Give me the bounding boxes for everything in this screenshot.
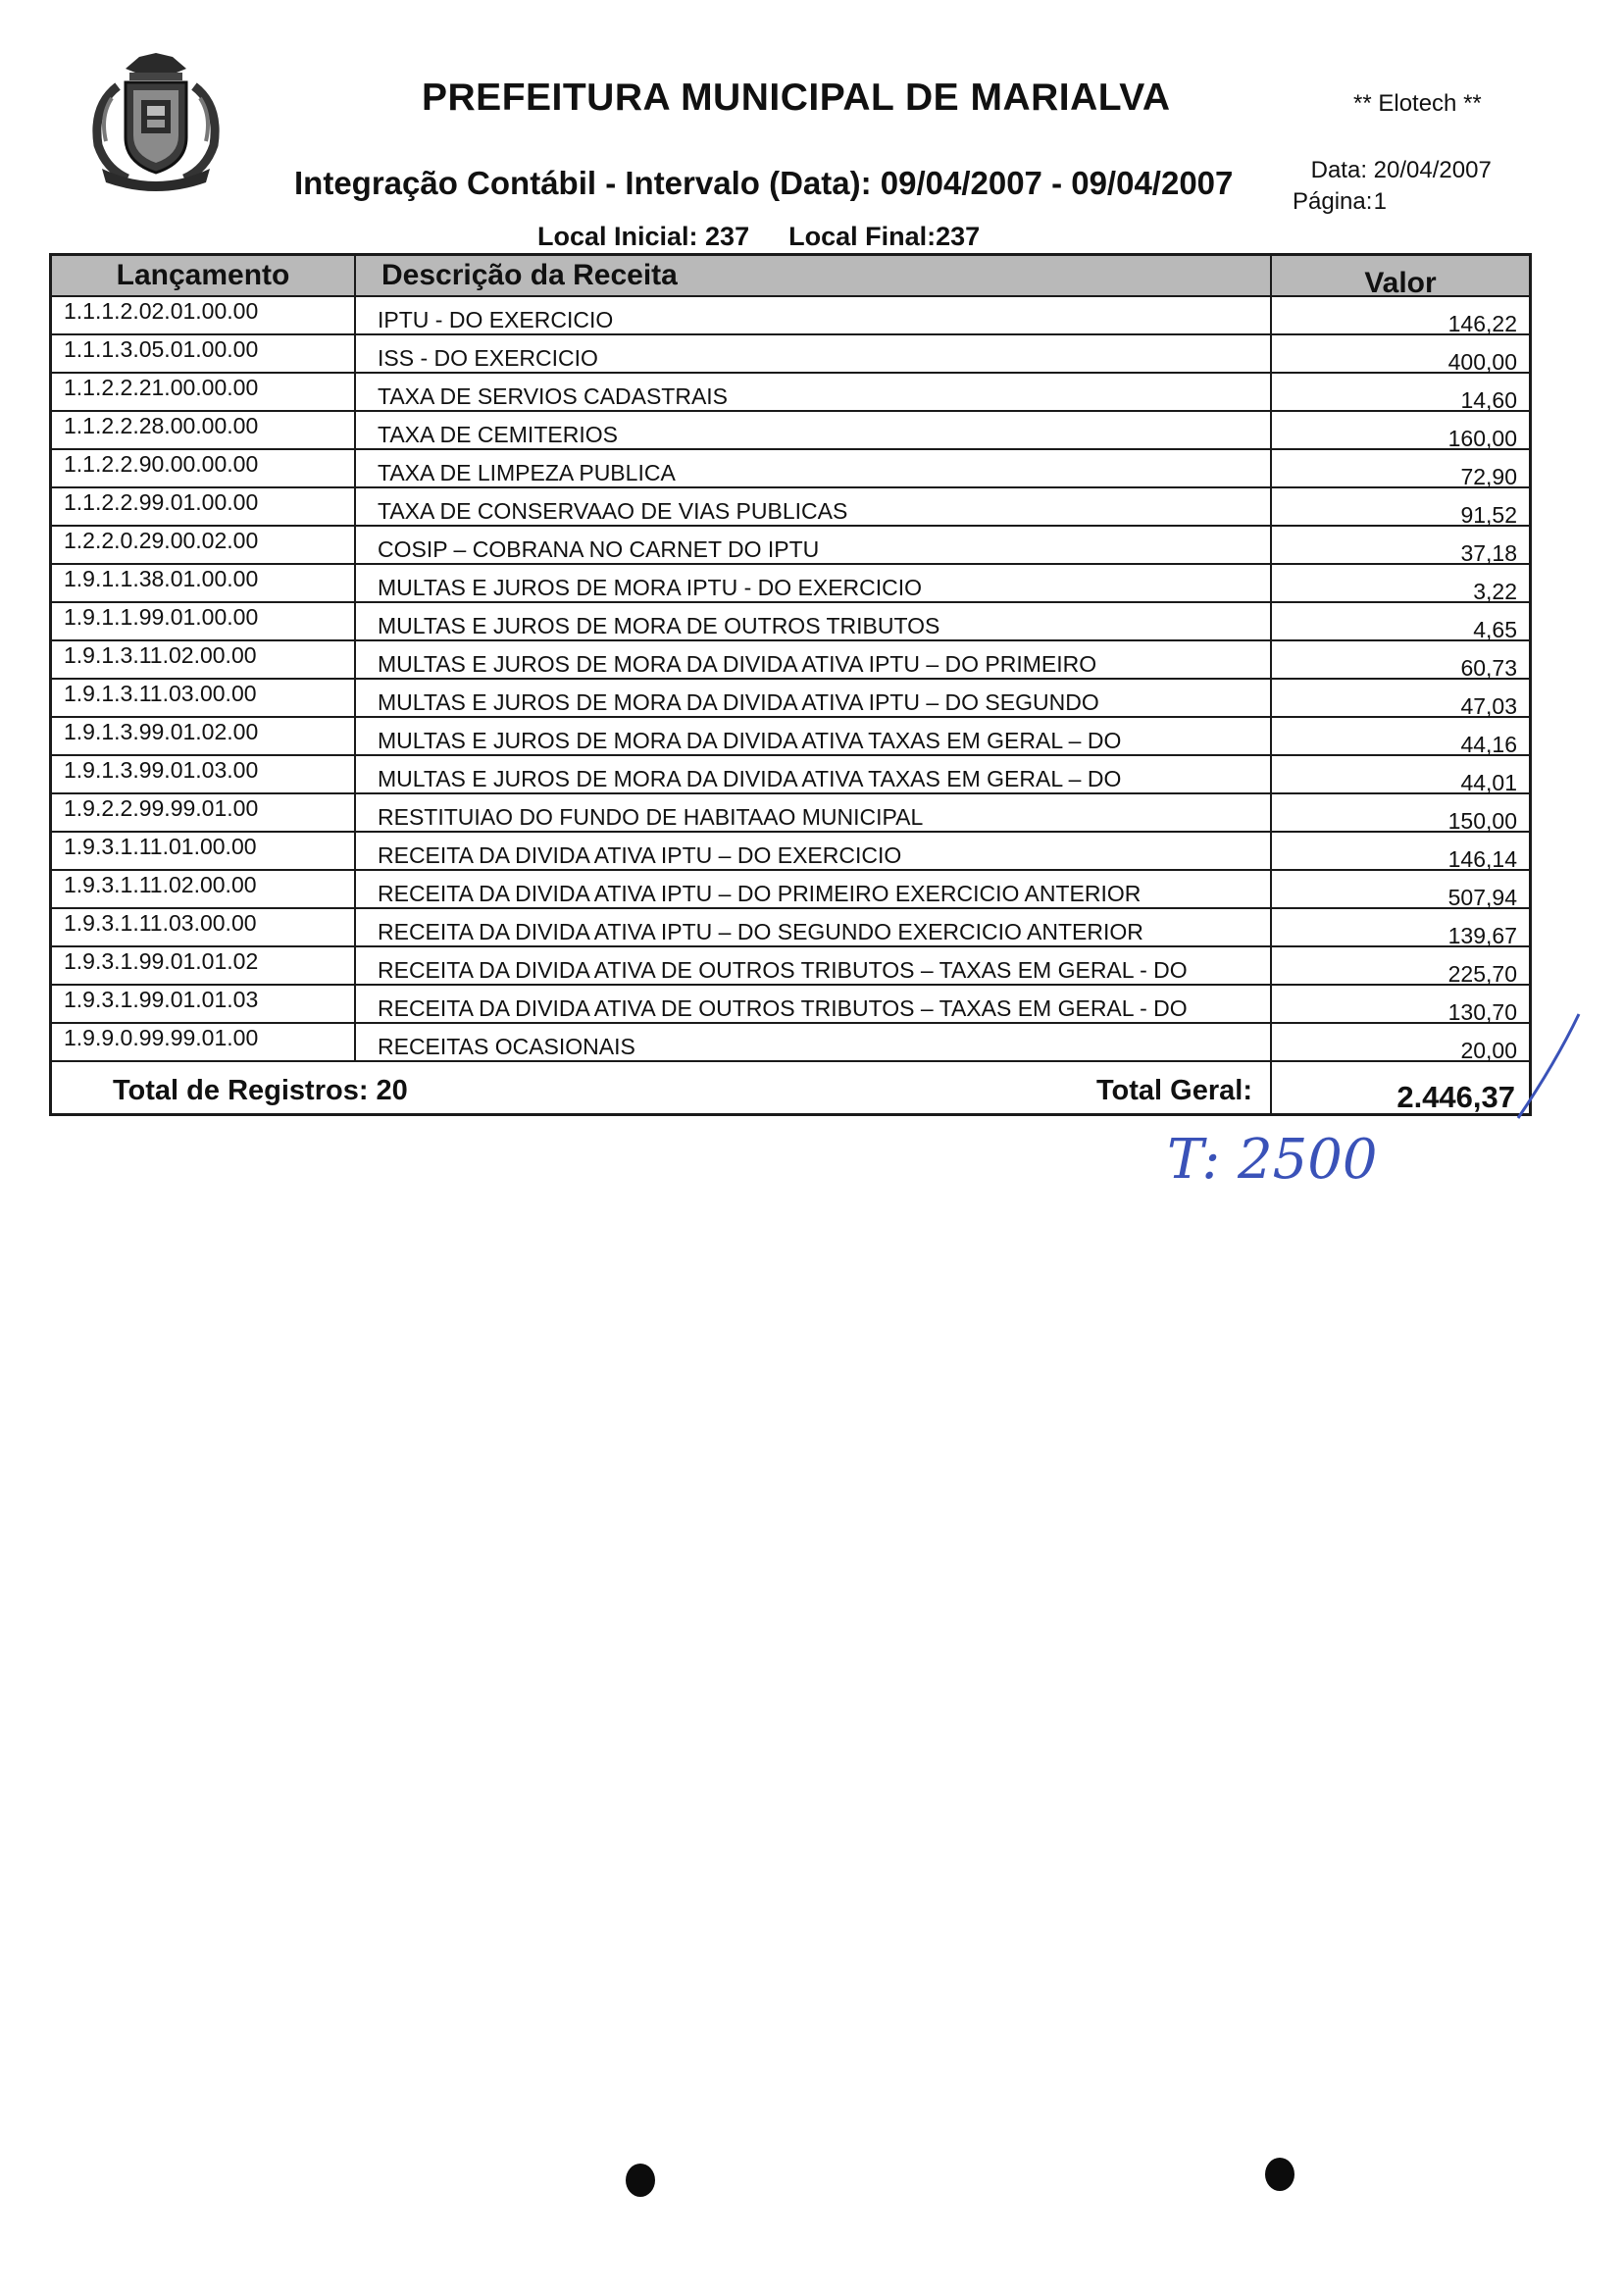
cell-valor: 225,70 — [1447, 961, 1517, 987]
table-row — [52, 488, 1529, 527]
table-row — [52, 603, 1529, 641]
cell-lancamento: 1.9.3.1.99.01.01.02 — [52, 947, 356, 984]
table-row — [52, 527, 1529, 565]
table-header — [52, 256, 1529, 297]
cell-valor: 3,22 — [1473, 579, 1517, 604]
cell-descricao: RECEITAS OCASIONAIS — [356, 1024, 1272, 1060]
table-row — [52, 412, 1529, 450]
cell-descricao: IPTU - DO EXERCICIO — [356, 297, 1272, 333]
cell-lancamento: 1.1.1.2.02.01.00.00 — [52, 297, 356, 333]
cell-lancamento: 1.9.1.3.99.01.02.00 — [52, 718, 356, 754]
punch-hole — [1265, 2158, 1294, 2191]
cell-descricao: TAXA DE CONSERVAAO DE VIAS PUBLICAS — [356, 488, 1272, 525]
page-value: 1 — [1373, 188, 1388, 215]
handwritten-check-mark — [1510, 1008, 1589, 1126]
table-row — [52, 909, 1529, 947]
local-final: Local Final:237 — [788, 222, 981, 251]
table-body — [52, 297, 1529, 1062]
revenue-table — [49, 253, 1532, 1116]
punch-hole — [626, 2164, 655, 2197]
table-row — [52, 871, 1529, 909]
date-value: 20/04/2007 — [1373, 157, 1492, 183]
header-valor: Valor — [1364, 267, 1437, 299]
table-row — [52, 680, 1529, 718]
cell-descricao: TAXA DE CEMITERIOS — [356, 412, 1272, 448]
cell-descricao: RECEITA DA DIVIDA ATIVA DE OUTROS TRIBUTOS – TAXAS EM GERAL - DO — [356, 986, 1272, 1022]
cell-valor: 44,01 — [1460, 770, 1517, 795]
cell-valor: 37,18 — [1460, 540, 1517, 566]
cell-lancamento: 1.1.2.2.28.00.00.00 — [52, 412, 356, 448]
cell-lancamento: 1.1.2.2.99.01.00.00 — [52, 488, 356, 525]
table-row — [52, 297, 1529, 335]
cell-valor: 14,60 — [1460, 387, 1517, 413]
cell-lancamento: 1.9.3.1.11.01.00.00 — [52, 833, 356, 869]
cell-descricao: TAXA DE SERVIOS CADASTRAIS — [356, 374, 1272, 410]
cell-descricao: RECEITA DA DIVIDA ATIVA IPTU – DO EXERCICIO — [356, 833, 1272, 869]
cell-valor: 139,67 — [1447, 923, 1517, 948]
cell-valor: 150,00 — [1447, 808, 1517, 834]
municipal-crest-icon — [78, 47, 233, 194]
cell-descricao: RECEITA DA DIVIDA ATIVA IPTU – DO PRIMEIRO EXERCICIO ANTERIOR — [356, 871, 1272, 907]
page-row — [1293, 186, 1492, 218]
table-row — [52, 641, 1529, 680]
table-row — [52, 794, 1529, 833]
cell-valor: 91,52 — [1460, 502, 1517, 528]
cell-lancamento: 1.9.9.0.99.99.01.00 — [52, 1024, 356, 1060]
cell-valor: 72,90 — [1460, 464, 1517, 489]
cell-valor: 20,00 — [1460, 1038, 1517, 1063]
cell-descricao: RESTITUIAO DO FUNDO DE HABITAAO MUNICIPAL — [356, 794, 1272, 831]
cell-lancamento: 1.9.1.3.11.02.00.00 — [52, 641, 356, 678]
cell-lancamento: 1.9.1.1.38.01.00.00 — [52, 565, 356, 601]
cell-valor: 4,65 — [1473, 617, 1517, 642]
cell-lancamento: 1.9.3.1.99.01.01.03 — [52, 986, 356, 1022]
table-row — [52, 947, 1529, 986]
cell-lancamento: 1.9.3.1.11.02.00.00 — [52, 871, 356, 907]
table-row — [52, 756, 1529, 794]
report-subtitle: Integração Contábil - Intervalo (Data): 09/04/2007 - 09/04/2007 — [294, 165, 1234, 201]
local-inicial: Local Inicial: 237 — [537, 222, 750, 251]
cell-lancamento: 1.1.2.2.90.00.00.00 — [52, 450, 356, 486]
cell-valor: 507,94 — [1447, 885, 1517, 910]
cell-descricao: RECEITA DA DIVIDA ATIVA DE OUTROS TRIBUTOS – TAXAS EM GERAL - DO — [356, 947, 1272, 984]
cell-descricao: MULTAS E JUROS DE MORA IPTU - DO EXERCICIO — [356, 565, 1272, 601]
cell-valor: 160,00 — [1447, 426, 1517, 451]
header-descricao: Descrição da Receita — [356, 256, 1272, 295]
cell-lancamento: 1.9.3.1.11.03.00.00 — [52, 909, 356, 945]
table-row — [52, 565, 1529, 603]
table-row — [52, 833, 1529, 871]
cell-descricao: MULTAS E JUROS DE MORA DA DIVIDA ATIVA TAXAS EM GERAL – DO — [356, 756, 1272, 792]
table-row — [52, 335, 1529, 374]
header-lancamento: Lançamento — [52, 256, 356, 295]
cell-descricao: MULTAS E JUROS DE MORA DA DIVIDA ATIVA IPTU – DO SEGUNDO — [356, 680, 1272, 716]
date-page-block — [1293, 155, 1492, 218]
table-footer — [52, 1062, 1529, 1113]
date-label: Data: — [1310, 157, 1367, 183]
cell-lancamento: 1.9.1.1.99.01.00.00 — [52, 603, 356, 639]
page-title: PREFEITURA MUNICIPAL DE MARIALVA — [422, 76, 1171, 119]
cell-valor: 44,16 — [1460, 732, 1517, 757]
cell-valor: 146,14 — [1447, 846, 1517, 872]
cell-lancamento: 1.9.1.3.11.03.00.00 — [52, 680, 356, 716]
cell-valor: 130,70 — [1447, 999, 1517, 1025]
table-row — [52, 718, 1529, 756]
handwritten-total-note: T: 2500 — [1167, 1128, 1378, 1192]
cell-descricao: MULTAS E JUROS DE MORA DA DIVIDA ATIVA IPTU – DO PRIMEIRO — [356, 641, 1272, 678]
cell-descricao: TAXA DE LIMPEZA PUBLICA — [356, 450, 1272, 486]
cell-valor: 47,03 — [1460, 693, 1517, 719]
table-row — [52, 374, 1529, 412]
total-geral-value: 2.446,37 — [1396, 1080, 1515, 1114]
cell-lancamento: 1.2.2.0.29.00.02.00 — [52, 527, 356, 563]
cell-descricao: COSIP – COBRANA NO CARNET DO IPTU — [356, 527, 1272, 563]
vendor-label: ** Elotech ** — [1353, 90, 1482, 117]
cell-descricao: MULTAS E JUROS DE MORA DE OUTROS TRIBUTOS — [356, 603, 1272, 639]
cell-lancamento: 1.9.2.2.99.99.01.00 — [52, 794, 356, 831]
cell-descricao: MULTAS E JUROS DE MORA DA DIVIDA ATIVA TAXAS EM GERAL – DO — [356, 718, 1272, 754]
cell-lancamento: 1.9.1.3.99.01.03.00 — [52, 756, 356, 792]
cell-valor: 60,73 — [1460, 655, 1517, 681]
table-row — [52, 1024, 1529, 1062]
cell-lancamento: 1.1.2.2.21.00.00.00 — [52, 374, 356, 410]
date-row — [1293, 155, 1492, 186]
cell-valor: 146,22 — [1447, 311, 1517, 336]
page-label: Página: — [1293, 188, 1373, 215]
footer-left — [52, 1062, 1272, 1113]
table-row — [52, 450, 1529, 488]
cell-valor: 400,00 — [1447, 349, 1517, 375]
cell-descricao: RECEITA DA DIVIDA ATIVA IPTU – DO SEGUNDO EXERCICIO ANTERIOR — [356, 909, 1272, 945]
total-geral-label: Total Geral: — [1096, 1075, 1252, 1106]
local-range — [537, 222, 980, 252]
total-registros: Total de Registros: 20 — [113, 1075, 408, 1106]
cell-lancamento: 1.1.1.3.05.01.00.00 — [52, 335, 356, 372]
cell-descricao: ISS - DO EXERCICIO — [356, 335, 1272, 372]
table-row — [52, 986, 1529, 1024]
